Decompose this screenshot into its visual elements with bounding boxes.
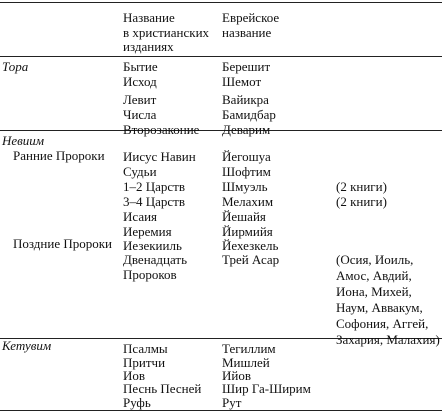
list-item: Песнь Песней — [123, 381, 202, 396]
note: Наум, Аввакум, — [336, 300, 423, 315]
header-hebrew-line: название — [222, 24, 272, 40]
list-item: Второзаконие — [123, 122, 200, 137]
list-item: Притчи — [123, 355, 166, 370]
list-item: Иезекииль — [123, 238, 182, 253]
list-item: Деварим — [222, 122, 271, 137]
list-item: Берешит — [222, 59, 271, 74]
list-item: Трей Асар — [222, 252, 280, 267]
list-item: Ийов — [222, 368, 251, 383]
header-christian-line: Название — [123, 10, 175, 25]
neviim-rule — [0, 130, 442, 131]
list-item: Шемот — [222, 74, 262, 89]
list-item: Числа — [123, 107, 157, 122]
list-item: Пророков — [123, 267, 177, 282]
list-item: Мишлей — [222, 355, 270, 370]
section-label-neviim: Невиим — [2, 133, 45, 148]
list-item: Вайикра — [222, 92, 269, 107]
list-item: Тегиллим — [222, 341, 276, 356]
section-label-torah: Тора — [2, 59, 29, 74]
list-item: 1–2 Царств — [123, 179, 185, 194]
section-label-ketuvim: Кетувим — [2, 338, 52, 353]
header-christian-line: в христианских — [123, 24, 210, 40]
list-item: Мелахим — [222, 194, 274, 209]
list-item: Шофтим — [222, 164, 271, 179]
list-item: Исход — [123, 74, 157, 89]
note: Амос, Авдий, — [336, 268, 412, 283]
list-item: Левит — [123, 92, 157, 107]
table-top-rule — [0, 2, 442, 3]
list-item: Иов — [123, 368, 146, 383]
list-item: Шир Га-Ширим — [222, 381, 311, 396]
note: Софония, Аггей, — [336, 316, 429, 331]
list-item: Бамидбар — [222, 107, 276, 122]
list-item: Иеремия — [123, 224, 172, 239]
subsection-label-early-prophets: Ранние Пророки — [13, 148, 105, 163]
list-item: Йешайя — [222, 209, 266, 224]
note: (2 книги) — [336, 194, 387, 209]
note: (Осия, Иоиль, — [336, 252, 414, 267]
note: Захария, Малахия) — [336, 332, 440, 347]
note: (2 книги) — [336, 179, 387, 194]
header-hebrew-line: Еврейское — [222, 10, 280, 25]
header-christian-line: изданиях — [123, 39, 174, 54]
subsection-label-late-prophets: Поздние Пророки — [13, 236, 112, 251]
table-bottom-rule — [0, 410, 442, 411]
note: Иона, Михей, — [336, 284, 412, 299]
list-item: 3–4 Царств — [123, 194, 185, 209]
list-item: Йегошуа — [222, 149, 271, 164]
list-item: Псалмы — [123, 341, 168, 356]
list-item: Рут — [222, 395, 242, 410]
list-item: Исаия — [123, 209, 158, 224]
list-item: Судьи — [123, 164, 157, 179]
list-item: Йехезкель — [222, 238, 279, 253]
list-item: Шмуэль — [222, 179, 268, 194]
list-item: Руфь — [123, 395, 151, 410]
list-item: Йирмийя — [222, 224, 273, 239]
list-item: Двенадцать — [123, 252, 188, 267]
header-rule — [0, 56, 442, 57]
list-item: Бытие — [123, 59, 158, 74]
list-item: Иисус Навин — [123, 149, 196, 164]
